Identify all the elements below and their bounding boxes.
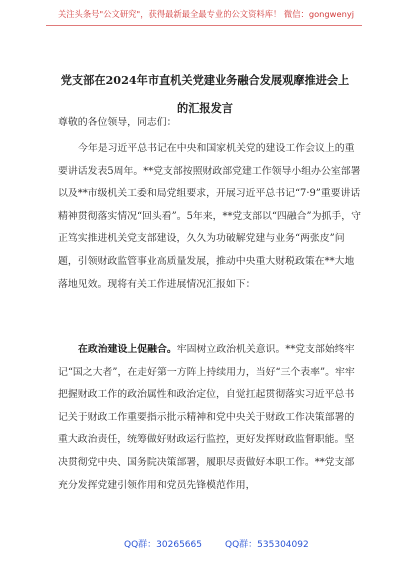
paragraph-2 bbox=[58, 339, 364, 497]
title-line-1: 党支部在2024年市直机关党建业务融合发展观摩推进会上 bbox=[60, 73, 350, 87]
footer-qq-group-2: QQ群：535304092 bbox=[225, 540, 309, 550]
footer-qq-group-1: QQ群：30265665 bbox=[124, 540, 202, 550]
header-divider bbox=[46, 25, 362, 26]
header-banner: 关注头条号"公文研究"，获得最新最全最专业的公文资料库！ 微信：gongwenyj bbox=[57, 9, 355, 19]
paragraph-2-lead: 在政治建设上促融合。 bbox=[78, 344, 177, 355]
paragraph-2-body: 牢固树立政治机关意识。**党支部始终牢记“国之大者”，在走好第一方阵上持续用力，当好“三个表率”。牢牢把握财政工作的政治属性和政治定位，自觉扛起贯彻落实习近平总书记关于财政工作重要指示批示精神和党中央关于财政工作决策部署的重大政治责任，统筹做好财政运行监控，更好发挥财政监督职能。坚决贯彻党中央、国务院决策部署，履职尽责做好本职工作。**党支部充分发挥党建引领作用和党员先锋模范作用， bbox=[58, 344, 355, 491]
salutation: 尊敬的各位领导，同志们： bbox=[58, 117, 177, 128]
title-line-2: 的汇报发言 bbox=[177, 101, 233, 115]
paragraph-1: 今年是习近平总书记在中央和国家机关党的建设工作会议上的重要讲话发表5周年。**党支部按照财政部党建工作领导小组办公室部署以及**市级机关工委和局党组要求，开展习近平总书记“7·9”重要讲话精神贯彻落实情况“回头看”。5年来，**党支部以“四融合”为抓手，守正笃实推进机关党支部建设，久久为功破解党建与业务“两张皮”问题，引领财政监管事业高质量发展，推动中央重大财税政策在**大地落地见效。现将有关工作进展情况汇报如下： bbox=[58, 143, 361, 290]
